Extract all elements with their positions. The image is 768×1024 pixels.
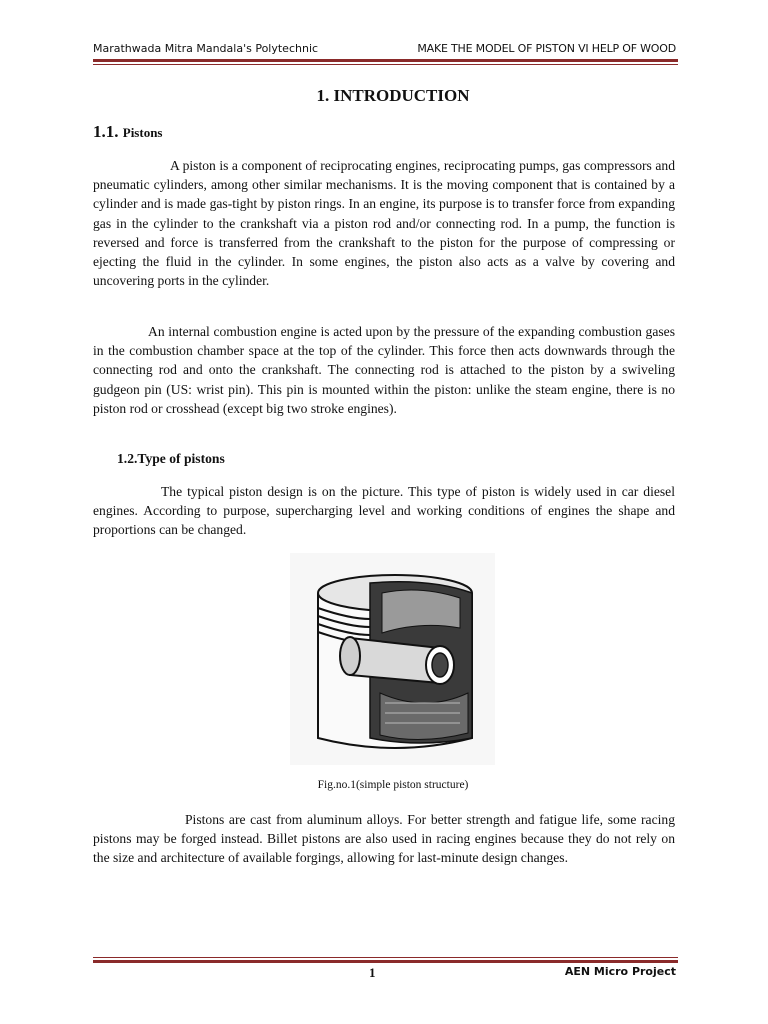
section-heading-pistons: [93, 122, 162, 142]
piston-illustration: [290, 553, 495, 765]
section-heading-type-of-pistons: 1.2.Type of pistons: [117, 451, 225, 466]
paragraph-combustion-engine: An internal combustion engine is acted upon by the pressure of the expanding combustion gases in the combustion chamber space at the top of the cylinder. This force then acts downwards through the connecting rod and onto the crankshaft. The connecting rod is attached to the piston by a swiveling gudgeon pin (US: wrist pin). This pin is mounted within the piston: unlike the steam engine, there is no piston rod or crosshead (except big two stroke engines).: [93, 324, 675, 416]
paragraph-piston-definition: A piston is a component of reciprocating engines, reciprocating pumps, gas compressors and pneumatic cylinders, among other similar mechanisms. It is the moving component that is contained by a cylinder and is made gas-tight by piston rings. In an engine, its purpose is to transfer force from expanding gas in the cylinder to the crankshaft via a piston rod and/or connecting rod. In a pump, the function is reversed and force is transferred from the crankshaft to the piston for the purpose of compressing or ejecting the fluid in the cylinder. In some engines, the piston also acts as a valve by covering and uncovering ports in the cylinder.: [93, 158, 675, 289]
piston-drawing: [290, 553, 495, 765]
header-institution: Marathwada Mitra Mandala's Polytechnic: [93, 42, 319, 55]
footer-project-label: AEN Micro Project: [564, 965, 676, 978]
footer-rule-thick: [93, 960, 678, 963]
paragraph-piston-materials: Pistons are cast from aluminum alloys. For better strength and fatigue life, some racing pistons may be forged instead. Billet pistons are also used in racing engines because they do not rely on the size and architecture of available forgings, allowing for last-minute design changes.: [93, 812, 675, 866]
footer-rule-thin: [93, 957, 678, 958]
page-title: 1. INTRODUCTION: [316, 86, 470, 105]
page-number: 1: [369, 965, 376, 980]
header-project-title: MAKE THE MODEL OF PISTON VI HELP OF WOOD: [417, 42, 676, 55]
figure-caption: Fig.no.1(simple piston structure): [317, 779, 469, 791]
header-rule-thin: [93, 64, 678, 65]
header-rule-thick: [93, 59, 678, 62]
section-title: Pistons: [122, 125, 163, 140]
paragraph-piston-design: The typical piston design is on the picture. This type of piston is widely used in car diesel engines. According to purpose, supercharging level and working conditions of engines the shape and proportions can be changed.: [93, 484, 675, 538]
page-header: [93, 42, 676, 58]
section-number: 1.1.: [93, 122, 119, 141]
page-footer: [93, 965, 676, 981]
